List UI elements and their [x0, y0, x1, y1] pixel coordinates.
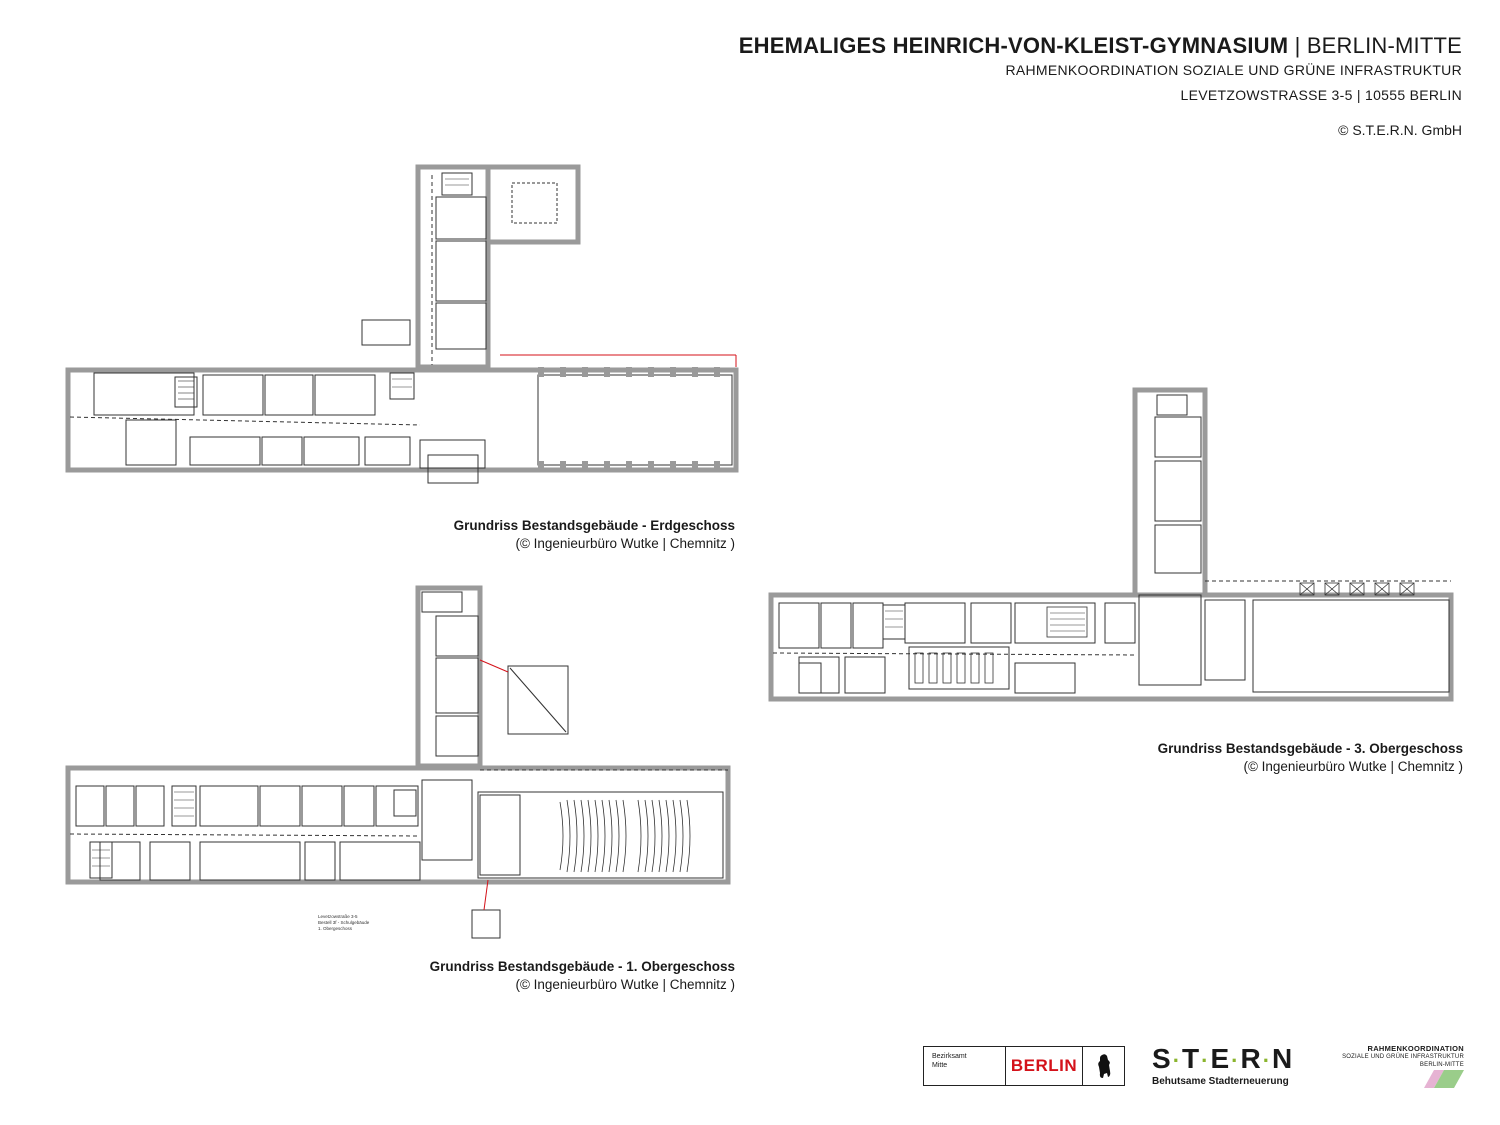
- title-city: BERLIN-MITTE: [1306, 33, 1462, 58]
- caption-1-obergeschoss-source: (© Ingenieurbüro Wutke | Chemnitz ): [515, 977, 735, 992]
- document-subtitle: RAHMENKOORDINATION SOZIALE UND GRÜNE INFRASTRUKTUR: [1005, 62, 1462, 78]
- caption-3-obergeschoss-title: Grundriss Bestandsgebäude - 3. Obergeschoss: [1157, 741, 1463, 756]
- floor-plan-erdgeschoss-drawing: [60, 155, 750, 495]
- rahmenkoordination-logo: [1304, 1044, 1464, 1088]
- stern-tagline: Behutsame Stadterneuerung: [1152, 1076, 1289, 1087]
- plan-stamp: [318, 914, 369, 932]
- stern-dot: ·: [1172, 1048, 1182, 1073]
- stern-dot: ·: [1262, 1048, 1272, 1073]
- bezirksamt-line1: Bezirksamt: [932, 1053, 967, 1060]
- caption-3-obergeschoss-source: (© Ingenieurbüro Wutke | Chemnitz ): [1243, 759, 1463, 774]
- caption-erdgeschoss: [454, 518, 735, 551]
- bezirksamt-line2: Mitte: [932, 1062, 948, 1069]
- rk-stripes-icon: [1404, 1070, 1464, 1088]
- copyright-notice: © S.T.E.R.N. GmbH: [1338, 122, 1462, 138]
- stern-dot: ·: [1201, 1048, 1210, 1073]
- bezirksamt-mitte-logo: [923, 1046, 1125, 1086]
- plan-stamp-line: Bestell 3f - Schulgebäude: [318, 920, 370, 925]
- title-main: EHEMALIGES HEINRICH-VON-KLEIST-GYMNASIUM: [738, 33, 1289, 58]
- document-title: [739, 33, 1462, 59]
- stern-letter: S: [1152, 1043, 1172, 1074]
- document-address: LEVETZOWSTRASSE 3-5 | 10555 BERLIN: [1180, 87, 1462, 103]
- stern-letter: E: [1210, 1043, 1231, 1074]
- stern-dot: ·: [1231, 1048, 1240, 1073]
- floor-plan-1-obergeschoss-drawing: [60, 580, 750, 940]
- stern-wordmark: [1152, 1044, 1302, 1076]
- floor-plan-3-obergeschoss: [765, 385, 1465, 715]
- rk-title: RAHMENKOORDINATION: [1367, 1044, 1464, 1053]
- caption-1-obergeschoss: [430, 959, 735, 992]
- floor-plan-3-obergeschoss-drawing: [765, 385, 1465, 715]
- floor-plan-1-obergeschoss: [60, 580, 750, 940]
- floor-plan-erdgeschoss: [60, 155, 750, 495]
- stern-letter: T: [1182, 1043, 1201, 1074]
- stern-letter: N: [1272, 1043, 1294, 1074]
- stern-logo: [1152, 1044, 1302, 1087]
- caption-3-obergeschoss: [1158, 741, 1463, 774]
- berlin-bear-icon: [1083, 1047, 1124, 1085]
- caption-erdgeschoss-title: Grundriss Bestandsgebäude - Erdgeschoss: [453, 518, 735, 533]
- bezirksamt-label: [924, 1047, 1006, 1085]
- plan-stamp-line: Levetzowstraße 3-5: [318, 914, 358, 919]
- rk-location: BERLIN-MITTE: [1419, 1062, 1464, 1068]
- caption-1-obergeschoss-title: Grundriss Bestandsgebäude - 1. Obergeschoss: [429, 959, 735, 974]
- stern-letter: R: [1240, 1043, 1262, 1074]
- plan-stamp-line: 1. Obergeschoss: [318, 926, 353, 931]
- caption-erdgeschoss-source: (© Ingenieurbüro Wutke | Chemnitz ): [515, 536, 735, 551]
- title-separator: |: [1288, 33, 1307, 58]
- berlin-wordmark: BERLIN: [1006, 1047, 1083, 1085]
- rk-subtitle: SOZIALE UND GRÜNE INFRASTRUKTUR: [1342, 1054, 1464, 1060]
- bear-glyph: [1096, 1053, 1112, 1079]
